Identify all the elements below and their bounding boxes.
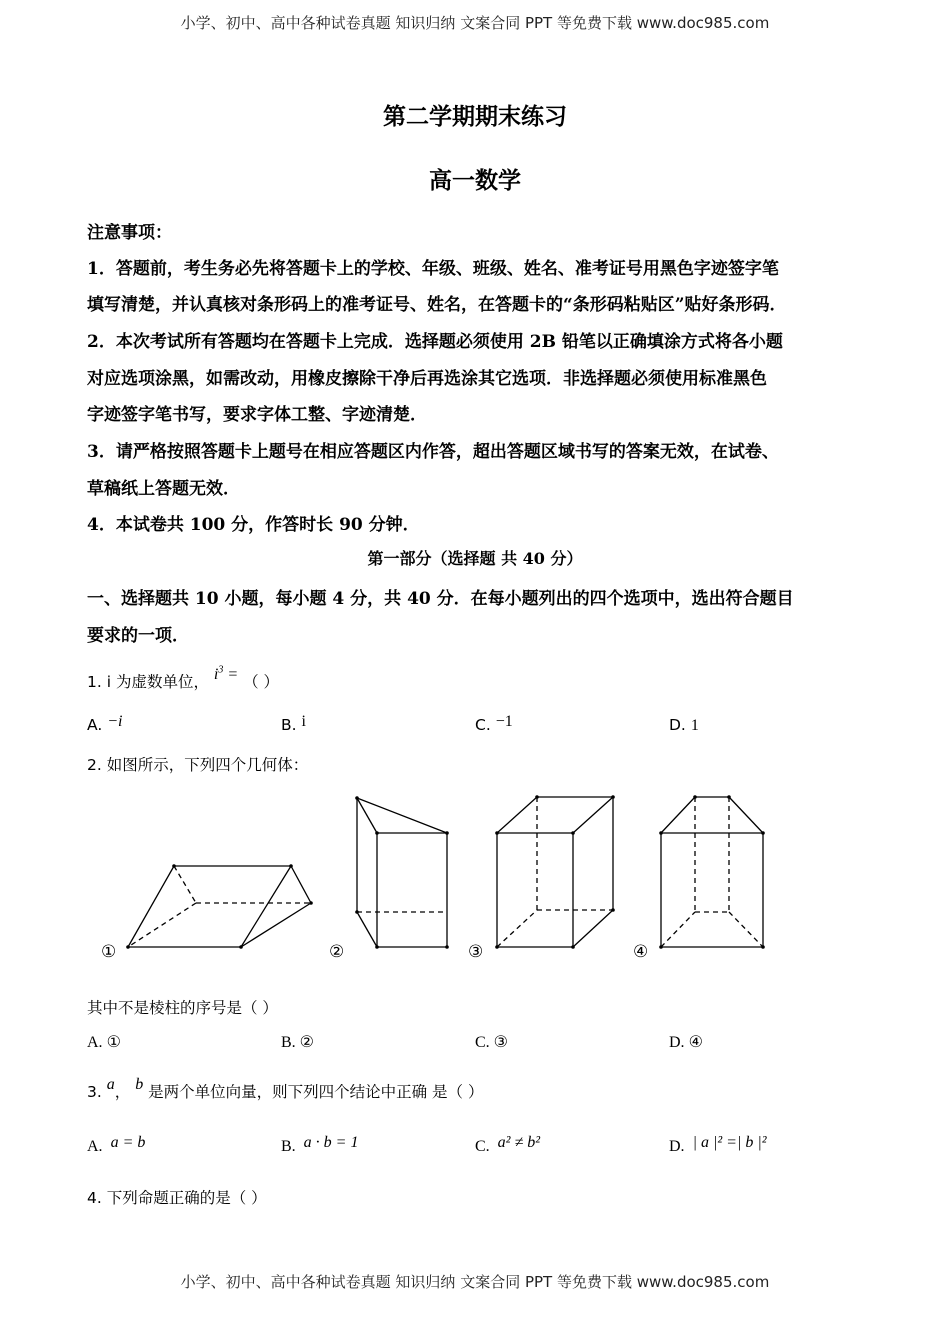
question-1-paren: （ ） [243,673,280,691]
figure-label-4: ④ [633,942,649,962]
notice-heading: 注意事项： [87,223,172,243]
section-title: 第一部分（选择题 共 40 分） [367,549,583,568]
section-instruction: 一、选择题共 10 小题，每小题 4 分，共 40 分．在每小题列出的四个选项中，选出符合题目 [87,589,794,609]
notice-line: 1．答题前，考生务必先将答题卡上的学校、年级、班级、姓名、准考证号用黑色字迹签字笔 [87,259,779,279]
vertex-dot [239,945,243,949]
vertex-dot [355,796,359,800]
vertex-dot [445,945,449,949]
q3-option-c: C. a² ≠ b² [475,1134,541,1155]
vertex-dot [375,831,379,835]
header-banner: 小学、初中、高中各种试卷真题 知识归纳 文案合同 PPT 等免费下载 www.doc985.com [180,14,770,32]
vertex-dot [355,910,359,914]
question-2-prompt: 其中不是棱柱的序号是（ ） [87,999,278,1017]
q1-option-c: C. −1 [475,713,513,734]
notice-line: 对应选项涂黑，如需改动，用橡皮擦除干净后再选涂其它选项．非选择题必须使用标准黑色 [87,369,767,389]
q1-option-d: D. 1 [669,716,699,734]
vertex-dot [611,795,615,799]
vertex-dot [309,901,313,905]
subject-title: 高一数学 [429,167,521,194]
vertex-dot [659,831,663,835]
vertex-dot [659,945,663,949]
question-1-text: 1. i 为虚数单位， [87,673,209,691]
vertex-dot [761,945,765,949]
vertex-dot [445,831,449,835]
figure-3-cuboid [497,797,613,947]
vertex-dot [535,795,539,799]
section-instruction: 要求的一项． [87,626,189,646]
vertex-dot [289,864,293,868]
notice-line: 2．本次考试所有答题均在答题卡上完成．选择题必须使用 2B 铅笔以正确填涂方式将各小题 [87,332,783,352]
vertex-dot [172,864,176,868]
figure-label-3: ③ [468,942,484,962]
vertex-dot [761,831,765,835]
vertex-dot [571,945,575,949]
q1-option-b: B. i [281,713,306,734]
question-3: 3. a， b 是两个单位向量，则下列四个结论中正确 是（ ） [87,1076,484,1101]
q2-option-a: A. ① [87,1034,121,1051]
vertex-dot [693,795,697,799]
q2-option-b: B. ② [281,1034,315,1051]
figure-label-1: ① [101,942,117,962]
notice-line: 填写清楚，并认真核对条形码上的准考证号、姓名，在答题卡的“条形码粘贴区”贴好条形码． [87,295,787,315]
footer-banner: 小学、初中、高中各种试卷真题 知识归纳 文案合同 PPT 等免费下载 www.doc985.com [180,1273,770,1291]
q3-option-a: A. a = b [87,1134,146,1155]
q1-option-a: A. −i [87,713,123,734]
question-1-expression: $i^3$ = [213,664,239,683]
q3-option-d: D. | a |² =| b |² [669,1134,767,1155]
vertex-dot [375,945,379,949]
figure-label-2: ② [329,942,345,962]
figure-4-frustum [661,797,763,947]
notice-line: 3．请严格按照答题卡上题号在相应答题区内作答，超出答题区域书写的答案无效，在试卷、 [87,442,779,462]
notice-line: 4．本试卷共 100 分，作答时长 90 分钟． [87,515,420,535]
q3-option-b: B. a · b = 1 [281,1134,359,1155]
exam-title: 第二学期期末练习 [383,103,567,130]
q2-option-d: D. ④ [669,1034,703,1051]
question-2-text: 2. 如图所示，下列四个几何体： [87,756,309,774]
vertex-dot [495,831,499,835]
q2-option-c: C. ③ [475,1034,509,1051]
question-1 [87,664,280,692]
vertex-dot [126,945,130,949]
question-4-text: 4. 下列命题正确的是（ ） [87,1189,267,1207]
notice-line: 草稿纸上答题无效． [87,479,240,499]
vertex-dot [611,908,615,912]
notice-line: 字迹签字笔书写，要求字体工整、字迹清楚． [87,405,427,425]
vertex-dot [495,945,499,949]
vertex-dot [571,831,575,835]
vertex-dot [727,795,731,799]
figure-1-prism [128,866,311,947]
figure-2-prism [357,798,447,947]
